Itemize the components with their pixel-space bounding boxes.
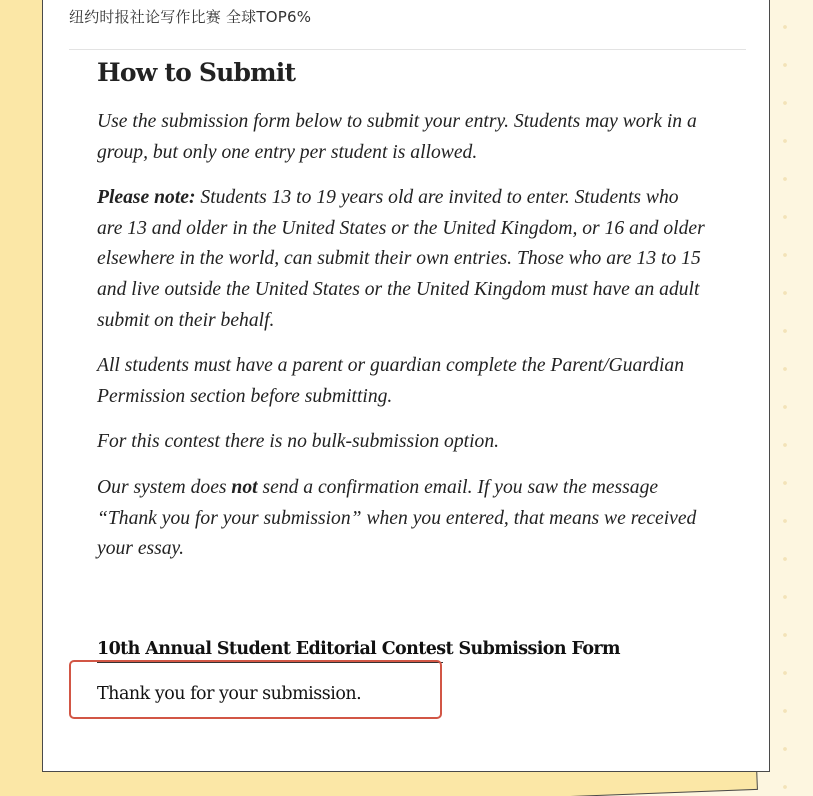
please-note-label: Please note: — [97, 187, 196, 209]
submission-confirmation-message: Thank you for your submission. — [97, 684, 362, 704]
paragraph-please-note — [97, 183, 707, 336]
form-title-underline — [97, 662, 443, 663]
confirmation-text-end: send a confirmation email. If you saw the message “Thank you for your submission” when you entered, that means we received your essay. — [97, 476, 697, 560]
caption-text: 纽约时报社论写作比赛 全球TOP6% — [69, 8, 312, 26]
screenshot-card — [42, 0, 770, 772]
form-title-link[interactable]: 10th Annual Student Editorial Contest Submission Form — [97, 639, 620, 659]
paragraph-submission-form: Use the submission form below to submit your entry. Students may work in a group, but only one entry per student is allowed. — [97, 111, 697, 163]
confirmation-text-start: Our system does — [97, 476, 232, 498]
article-section — [97, 55, 707, 580]
please-note-text: Students 13 to 19 years old are invited to enter. Students who are 13 and older in the United States or the United Kingdom, or 16 and older elsewhere in the world, can submit their own entries. Those who are 13 to 15 and live outside the United States or the United Kingdom must have an adult submit on their behalf. — [97, 187, 705, 331]
paragraph-confirmation-email — [97, 473, 707, 565]
paragraph-parent-permission: All students must have a parent or guardian complete the Parent/Guardian Permission section before submitting. — [97, 355, 685, 407]
section-heading: How to Submit — [97, 58, 296, 87]
paragraph-bulk-submission: For this contest there is no bulk-submission option. — [97, 431, 500, 453]
divider — [69, 49, 746, 50]
confirmation-emphasis: not — [231, 476, 258, 498]
